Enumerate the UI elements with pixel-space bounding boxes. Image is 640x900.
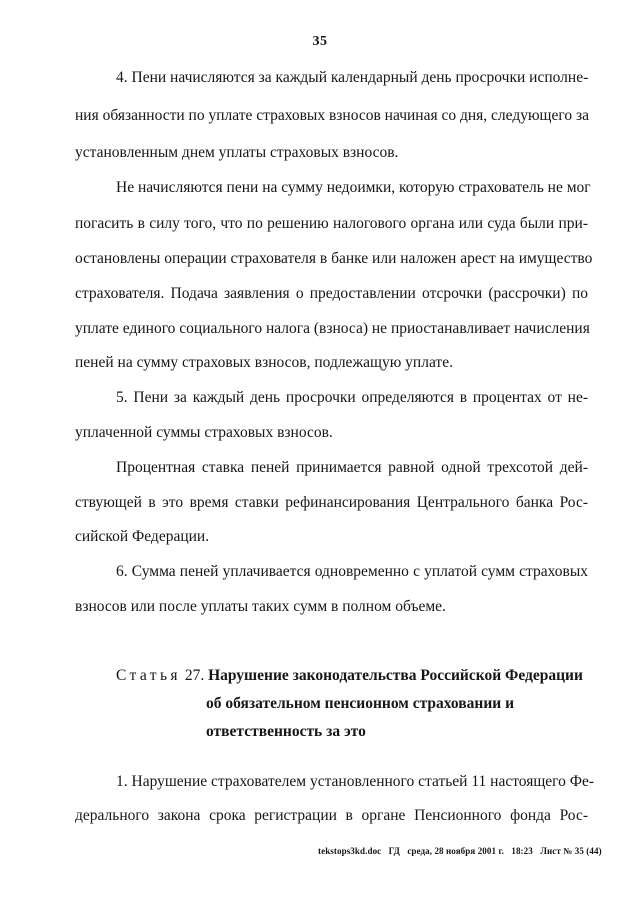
text-line: погасить в силу того, что по решению налогового органа или суда были при-	[75, 215, 588, 232]
footer-sheet: Лист № 35 (44)	[540, 846, 602, 856]
text-line: 6. Сумма пеней уплачивается одновременно с уплатой сумм страховых	[116, 563, 588, 580]
text-line: сийской Федерации.	[75, 528, 210, 545]
article-number: 27.	[184, 667, 205, 684]
text-line: Процентная ставка пеней принимается равной одной трехсотой дей-	[116, 459, 588, 476]
footer-date: среда, 28 ноября 2001 г.	[407, 846, 504, 856]
footer-filename: tekstops3kd.doc	[318, 846, 382, 856]
text-line: дерального закона срока регистрации в органе Пенсионного фонда Рос-	[75, 807, 588, 824]
article-title-line: ответственность за это	[206, 723, 366, 740]
text-line: ствующей в это время ставки рефинансирования Центрального банка Рос-	[75, 494, 588, 511]
page-number: 35	[312, 34, 328, 49]
text-line: установленным днем уплаты страховых взносов.	[75, 144, 399, 161]
text-line: уплаченной суммы страховых взносов.	[75, 424, 333, 441]
article-title-line: Нарушение законодательства Российской Федерации	[208, 667, 583, 684]
article-title-line: об обязательном пенсионном страховании и	[206, 695, 515, 712]
text-line: ния обязанности по уплате страховых взносов начиная со дня, следующего за	[75, 107, 589, 124]
text-line: остановлены операции страхователя в банке или наложен арест на имущество	[75, 250, 593, 267]
text-line: уплате единого социального налога (взноса) не приостанавливает начисления	[75, 320, 590, 337]
text-line: 4. Пени начисляются за каждый календарный день просрочки исполне-	[116, 69, 589, 86]
article-heading	[116, 666, 583, 686]
text-line: страхователя. Подача заявления о предоставлении отсрочки (рассрочки) по	[75, 285, 588, 302]
document-footer	[318, 846, 607, 856]
text-line: 1. Нарушение страхователем установленного статьей 11 настоящего Фе-	[116, 773, 595, 790]
text-line: пеней на сумму страховых взносов, подлежащую уплате.	[75, 354, 453, 371]
text-line: взносов или после уплаты таких сумм в полном объеме.	[75, 598, 446, 615]
text-line: Не начисляются пени на сумму недоимки, которую страхователь не мог	[116, 179, 591, 196]
footer-initials: ГД	[388, 846, 400, 856]
article-word: Статья	[116, 667, 181, 684]
text-line: 5. Пени за каждый день просрочки определяются в процентах от не-	[116, 389, 588, 406]
footer-time: 18:23	[511, 846, 533, 856]
